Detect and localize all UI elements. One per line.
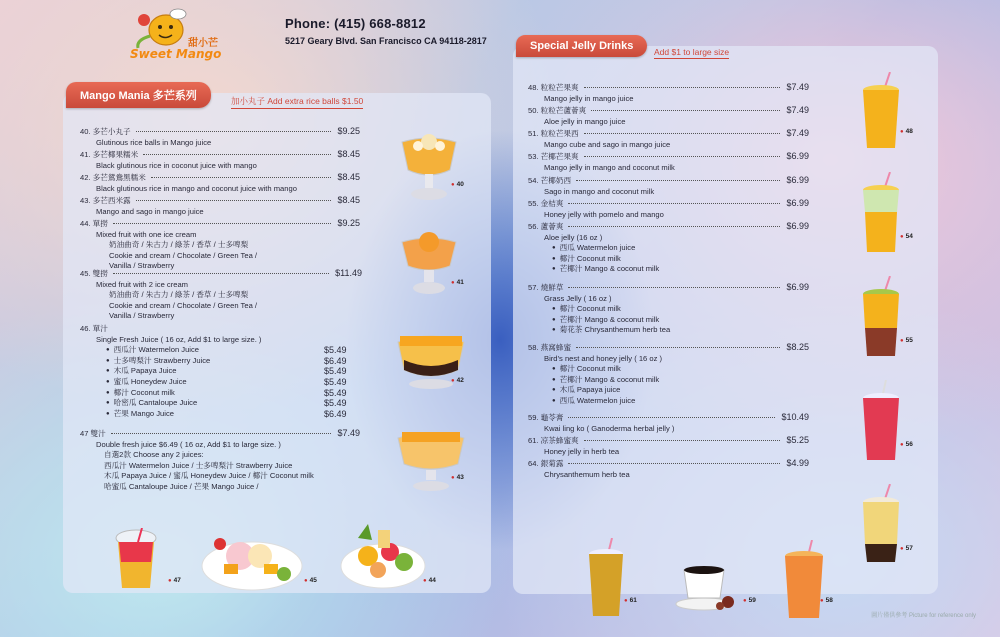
drink-photo-57 (860, 484, 902, 571)
dessert-photo-43 (396, 424, 466, 499)
menu-item: 53. 芒椰芒果爽 $6.99 Mango jelly in mango and coconut milk (528, 151, 809, 172)
dessert-photo-42 (396, 326, 466, 395)
menu-item: 46. 單汁 Single Fresh Juice ( 16 oz, Add $1 to large size. ) ● 西瓜汁 Watermelon Juice $5.49 ● 士多啤梨汁 Strawberry Juice $6.49 ● 木瓜 Papaya Juice $5.49 ● 蜜瓜 Honeydew Juice $5.49 ● 椰汁 Coconut milk $5.49 ● 哈密瓜 Cantaloupe Juice $5.49 ● 芒果 Mango Juice $6.49 (80, 324, 360, 419)
menu-item: 43. 多芒西米露 $8.45 Mango and sago in mango juice (80, 195, 360, 216)
photo-tag: ● 61 (624, 597, 637, 604)
drink-photo-56 (860, 380, 902, 469)
photo-tag: ● 42 (451, 377, 464, 384)
large-size-note: Add $1 to large size (654, 47, 730, 57)
menu-item: 42. 多芒鴛鴦黑糯米 $8.45 Black glutinous rice in mango and coconut juice with mango (80, 172, 360, 193)
photo-tag: ● 55 (900, 337, 913, 344)
menu-item: 58. 燕窩蜂蜜 $8.25 Bird’s nest and honey jelly ( 16 oz ) ● 椰汁 Coconut milk ● 芒椰汁 Mango & coconut milk ● 木瓜 Papaya juice ● 西瓜 Watermelon juice (528, 342, 809, 407)
drink-photo-54 (860, 172, 902, 261)
menu-item: 50. 粒粒芒蘆薈爽 $7.49 Aloe jelly in mango juice (528, 105, 809, 126)
menu-item: 64. 銀菊露 $4.99 Chrysanthemum herb tea (528, 458, 809, 479)
menu-item: 47 雙汁 $7.49 Double fresh juice $6.49 ( 16 oz, Add $1 to large size. ) 自選2款 Choose any 2 juices: 西瓜汁 Watermelon Juice / 士多啤梨汁 Strawberry Juice 木瓜 Papaya Juice / 蜜瓜 Honeydew Juice / 椰汁 Coconut milk 哈蜜瓜 Cantaloupe Juice / 芒果 Mango Juice / (80, 428, 360, 491)
menu-item: 59. 龜苓膏 $10.49 Kwai ling ko ( Ganoderma herbal jelly ) (528, 412, 809, 433)
menu-item: 48. 粒粒芒果爽 $7.49 Mango jelly in mango juice (528, 82, 809, 103)
section-title-special-jelly: Special Jelly Drinks (516, 35, 647, 57)
photo-tag: ● 54 (900, 233, 913, 240)
photo-tag: ● 45 (304, 577, 317, 584)
menu-item: 55. 金桔爽 $6.99 Honey jelly with pomelo and mango (528, 198, 809, 219)
photo-tag: ● 57 (900, 545, 913, 552)
photo-tag: ● 56 (900, 441, 913, 448)
herbal-jelly-photo-59 (672, 556, 742, 617)
menu-item: 41. 多芒椰果糯米 $8.45 Black glutinous rice in coconut juice with mango (80, 149, 360, 170)
address: 5217 Geary Blvd. San Francisco CA 94118-2817 (285, 36, 487, 46)
dessert-photo-40 (398, 128, 460, 209)
menu-item: 57. 燒鮮草 $6.99 Grass Jelly ( 16 oz ) ● 椰汁 Coconut milk ● 芒椰汁 Mango & coconut milk ● 菊花茶 Chrysanthemum herb tea (528, 282, 809, 336)
dessert-photo-41 (398, 228, 460, 301)
drink-photo-61 (586, 538, 626, 623)
photo-tag: ● 41 (451, 279, 464, 286)
photo-tag: ● 58 (820, 597, 833, 604)
fruit-bowl-44 (338, 516, 428, 599)
menu-item: 45. 雙撈 $11.49 Mixed fruit with 2 ice cream 奶油曲奇 / 朱古力 / 綠茶 / 香草 / 士多啤梨 Cookie and cream / Chocolate / Green Tea / Vanilla / Strawberry (80, 268, 362, 321)
menu-item: 54. 芒椰奶西 $6.99 Sago in mango and coconut milk (528, 175, 809, 196)
photo-tag: ● 59 (743, 597, 756, 604)
logo-text: Sweet Mango (130, 47, 222, 61)
brand-logo (128, 6, 220, 64)
drink-photo-55 (860, 276, 902, 365)
menu-item: 51. 粒粒芒果西 $7.49 Mango cube and sago in mango juice (528, 128, 809, 149)
photo-tag: ● 48 (900, 128, 913, 135)
logo-chinese: 甜小芒 (188, 38, 218, 49)
section-title-mango-mania: Mango Mania 多芒系列 (66, 82, 211, 108)
reference-footnote: 圖片僅供參考 Picture for reference only (871, 613, 976, 619)
menu-item: 44. 單撈 $9.25 Mixed fruit with one ice cream 奶油曲奇 / 朱古力 / 綠茶 / 香草 / 士多啤梨 Cookie and cream / Chocolate / Green Tea / Vanilla / Strawberry (80, 218, 360, 271)
photo-tag: ● 44 (423, 577, 436, 584)
photo-tag: ● 47 (168, 577, 181, 584)
item-price: $9.25 (337, 126, 360, 136)
menu-item: 61. 凉茶蜂蜜爽 $5.25 Honey jelly in herb tea (528, 435, 809, 456)
menu-item: 56. 蘆薈爽 $6.99 Aloe jelly (16 oz ) ● 西瓜 Watermelon juice ● 椰汁 Coconut milk ● 芒椰汁 Mango & coconut milk (528, 221, 809, 275)
juice-photo-47 (110, 528, 162, 599)
photo-tag: ● 43 (451, 474, 464, 481)
photo-tag: ● 40 (451, 181, 464, 188)
contact-info (285, 16, 487, 46)
menu-item: 40. 多芒小丸子 $9.25 Glutinous rice balls in Mango juice (80, 126, 360, 147)
drink-photo-58 (782, 540, 826, 625)
phone-number: Phone: (415) 668-8812 (285, 16, 426, 31)
fruit-plate-45 (200, 524, 304, 599)
extra-rice-balls-note: 加小丸子 Add extra rice balls $1.50 (231, 95, 363, 109)
drink-photo-48 (860, 72, 902, 157)
